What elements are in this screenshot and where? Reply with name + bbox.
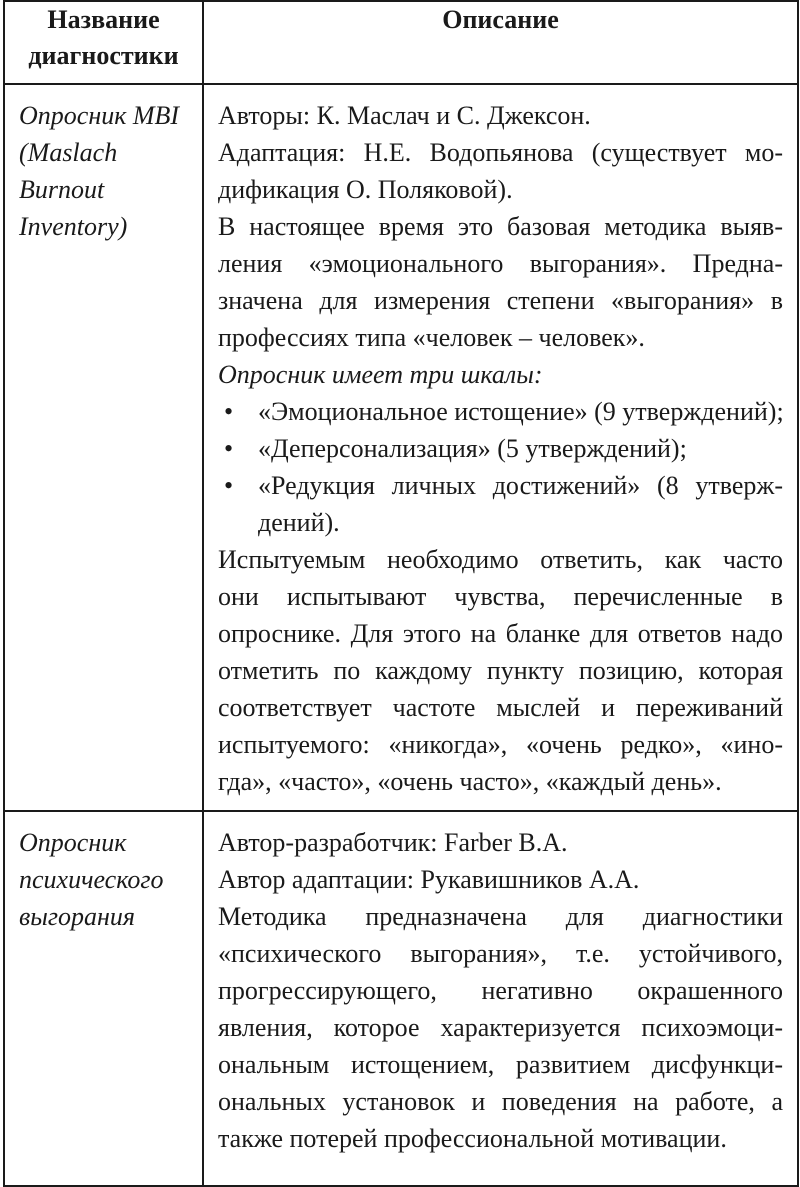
description-line: значена для измерения степени «выгорания» в bbox=[218, 286, 783, 315]
diagnostic-name-line: Burnout bbox=[19, 175, 105, 204]
description-line: прогрессирующего, негативно окрашенного bbox=[218, 976, 783, 1005]
diagnostic-name-line: Опросник bbox=[19, 828, 127, 857]
authors-line: Авторы: К. Маслач и С. Джексон. bbox=[218, 101, 591, 130]
diagnostic-description-cell bbox=[203, 84, 798, 811]
diagnostic-description-cell bbox=[203, 811, 798, 1186]
list-item bbox=[218, 393, 783, 430]
list-item bbox=[218, 467, 783, 504]
list-item-text: «Редукция личных достижений» (8 утверж- bbox=[258, 471, 783, 500]
diagnostic-name-cell bbox=[4, 811, 203, 1186]
list-item-text: дений). bbox=[258, 508, 340, 537]
diagnostic-name-line: Inventory) bbox=[19, 212, 128, 241]
diagnostic-name-line: психического bbox=[19, 865, 164, 894]
diagnostic-name-line: выгорания bbox=[19, 902, 136, 931]
author-line: Автор-разработчик: Farber B.A. bbox=[218, 828, 568, 857]
diagnostics-table bbox=[3, 0, 799, 1187]
list-item-text: «Эмоциональное истощение» (9 утверждений); bbox=[258, 397, 784, 426]
bullet-icon: • bbox=[224, 434, 234, 463]
table-header-row bbox=[4, 1, 798, 84]
description-line: Испытуемым необходимо ответить, как часто bbox=[218, 545, 783, 574]
diagnostic-name-line: Опросник MBI bbox=[19, 101, 180, 130]
header-name-line: диагностики bbox=[28, 41, 179, 70]
header-description-label: Описание bbox=[442, 5, 559, 34]
adaptation-line: Адаптация: Н.Е. Водопьянова (существует мо- bbox=[218, 138, 783, 167]
header-name-column bbox=[4, 1, 203, 84]
description-line: соответствует частоте мыслей и переживаний bbox=[218, 693, 783, 722]
adaptation-line: Автор адаптации: Рукавишников А.А. bbox=[218, 865, 640, 894]
description-line: «психического выгорания», т.е. устойчивого, bbox=[218, 939, 783, 968]
description-line: также потерей профессиональной мотивации. bbox=[218, 1124, 727, 1153]
bullet-icon: • bbox=[224, 471, 234, 500]
diagnostic-name-cell bbox=[4, 84, 203, 811]
description-line: ления «эмоционального выгорания». Предна- bbox=[218, 249, 783, 278]
description-line: испытуемого: «никогда», «очень редко», «ино- bbox=[218, 730, 783, 759]
list-item-continuation bbox=[218, 504, 783, 541]
diagnostic-name-line: (Maslach bbox=[19, 138, 118, 167]
list-item-text: «Деперсонализация» (5 утверждений); bbox=[258, 434, 687, 463]
scales-intro: Опросник имеет три шкалы: bbox=[218, 360, 543, 389]
description-line: они испытывают чувства, перечисленные в bbox=[218, 582, 783, 611]
adaptation-line: дификация О. Поляковой). bbox=[218, 175, 513, 204]
header-name-line: Название bbox=[47, 5, 160, 34]
description-line: отметить по каждому пункту позицию, которая bbox=[218, 656, 783, 685]
description-line: явления, которое характеризуется психоэмоци- bbox=[218, 1013, 783, 1042]
table-row bbox=[4, 811, 798, 1186]
description-line: ональным истощением, развитием дисфункци- bbox=[218, 1050, 783, 1079]
description-line: профессиях типа «человек – человек». bbox=[218, 323, 645, 352]
bullet-icon: • bbox=[224, 397, 234, 426]
list-item bbox=[218, 430, 783, 467]
table-row bbox=[4, 84, 798, 811]
header-description-column bbox=[203, 1, 798, 84]
description-line: гда», «часто», «очень часто», «каждый день». bbox=[218, 767, 722, 796]
description-line: ональных установок и поведения на работе, а bbox=[218, 1087, 783, 1116]
description-line: В настоящее время это базовая методика выяв- bbox=[218, 212, 783, 241]
description-line: Методика предназначена для диагностики bbox=[218, 902, 783, 931]
description-line: опроснике. Для этого на бланке для ответов надо bbox=[218, 619, 783, 648]
